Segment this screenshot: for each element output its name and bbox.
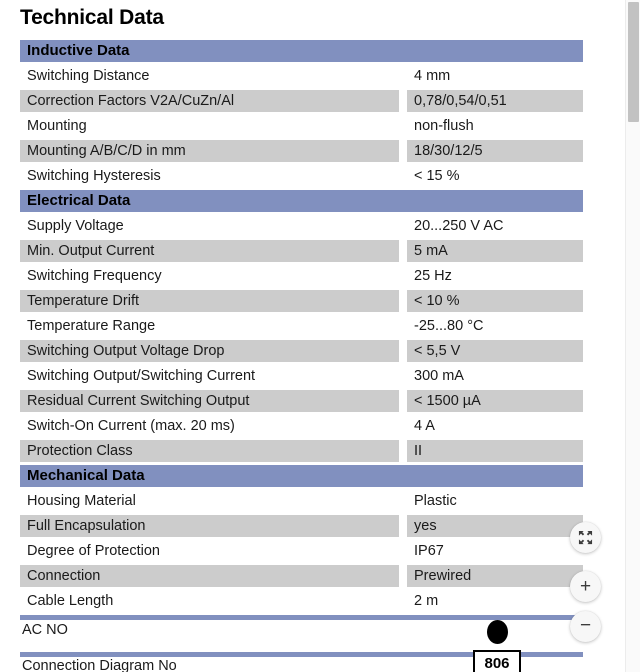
row-label: Switching Output Voltage Drop <box>20 340 399 362</box>
table-row <box>20 65 583 87</box>
row-label: Degree of Protection <box>27 543 160 559</box>
row-label: Switching Frequency <box>27 268 162 284</box>
zoom-in-button[interactable] <box>570 571 601 602</box>
table-row <box>20 515 583 537</box>
table-row <box>20 315 583 337</box>
row-label: Supply Voltage <box>27 218 124 234</box>
table-row <box>20 115 583 137</box>
page-title: Technical Data <box>20 6 164 29</box>
symbol-label: AC NO <box>22 622 68 638</box>
section-header-electrical-data: Electrical Data <box>20 190 583 212</box>
row-value: 18/30/12/5 <box>407 140 583 162</box>
row-value: 20...250 V AC <box>414 218 504 234</box>
table-row <box>20 290 583 312</box>
table-row <box>20 440 583 462</box>
row-label: Residual Current Switching Output <box>20 390 399 412</box>
row-value: Prewired <box>407 565 583 587</box>
row-value: < 5,5 V <box>407 340 583 362</box>
row-label: Temperature Range <box>27 318 156 334</box>
row-label: Connection <box>20 565 399 587</box>
table-row <box>20 365 583 387</box>
row-value: < 10 % <box>407 290 583 312</box>
row-value: < 1500 µA <box>407 390 583 412</box>
fit-to-screen-button[interactable] <box>570 522 601 553</box>
row-label: Temperature Drift <box>20 290 399 312</box>
table-row <box>20 565 583 587</box>
filled-circle-icon <box>487 620 508 644</box>
table-row <box>20 165 583 187</box>
table-row <box>20 215 583 237</box>
table-row <box>20 265 583 287</box>
technical-data-table <box>20 40 583 615</box>
row-label: Cable Length <box>27 593 114 609</box>
table-row <box>20 240 583 262</box>
row-label: Switching Hysteresis <box>27 168 161 184</box>
row-value: -25...80 °C <box>414 318 484 334</box>
row-label: Min. Output Current <box>20 240 399 262</box>
row-value: 5 mA <box>407 240 583 262</box>
row-value: yes <box>407 515 583 537</box>
row-value: 25 Hz <box>414 268 452 284</box>
row-value: non-flush <box>414 118 474 134</box>
table-row <box>20 490 583 512</box>
table-row <box>20 140 583 162</box>
row-value: 300 mA <box>414 368 464 384</box>
table-row <box>20 390 583 412</box>
row-label: Mounting A/B/C/D in mm <box>20 140 399 162</box>
row-value: 4 A <box>414 418 435 434</box>
zoom-out-button[interactable] <box>570 611 601 642</box>
table-row <box>20 90 583 112</box>
row-label: Mounting <box>27 118 87 134</box>
row-label: Correction Factors V2A/CuZn/Al <box>20 90 399 112</box>
fit-to-screen-icon <box>578 530 593 545</box>
row-value: 0,78/0,54/0,51 <box>407 90 583 112</box>
row-value: 2 m <box>414 593 439 609</box>
table-row <box>20 590 583 612</box>
row-value: 4 mm <box>414 68 451 84</box>
table-row <box>20 340 583 362</box>
row-label: Housing Material <box>27 493 136 509</box>
plus-icon: + <box>579 576 592 597</box>
row-value: < 15 % <box>414 168 460 184</box>
section-header-mechanical-data: Mechanical Data <box>20 465 583 487</box>
connection-diagram-label: Connection Diagram No <box>22 658 177 672</box>
row-value: II <box>407 440 583 462</box>
row-value: Plastic <box>414 493 457 509</box>
row-label: Switch-On Current (max. 20 ms) <box>27 418 235 434</box>
table-row <box>20 540 583 562</box>
minus-icon: − <box>579 614 592 636</box>
section-header-inductive-data: Inductive Data <box>20 40 583 62</box>
row-label: Switching Output/Switching Current <box>27 368 256 384</box>
row-label: Full Encapsulation <box>20 515 399 537</box>
row-label: Protection Class <box>20 440 399 462</box>
table-row <box>20 415 583 437</box>
scrollbar-thumb[interactable] <box>628 2 639 122</box>
vertical-scrollbar[interactable] <box>625 0 640 672</box>
connection-diagram-number: 806 <box>473 650 521 672</box>
row-label: Switching Distance <box>27 68 150 84</box>
row-value: IP67 <box>414 543 444 559</box>
